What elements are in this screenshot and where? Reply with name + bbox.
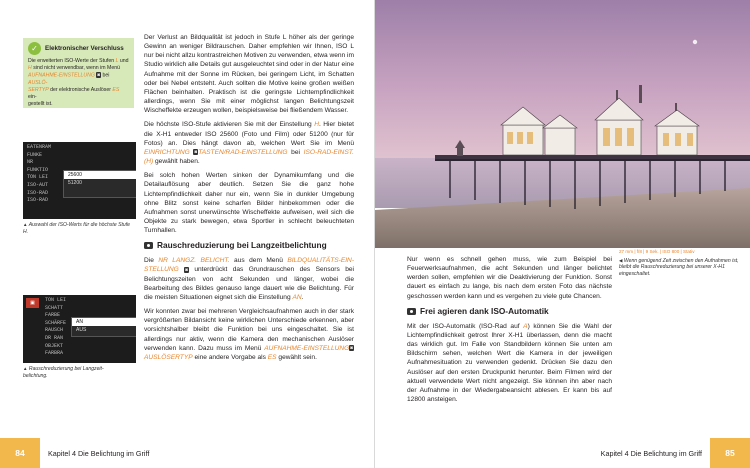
right-footer xyxy=(375,438,750,468)
menu-icon: ◙ xyxy=(350,344,353,350)
check-icon: ✓ xyxy=(28,42,41,55)
camera-menu-item: SCHATT xyxy=(45,304,64,311)
camera-menu-item: FUNKTIO xyxy=(27,166,49,173)
camera-menu-item: ISO-RAD xyxy=(27,197,49,204)
camera-menu-item: NR xyxy=(27,159,34,166)
camera-icon xyxy=(144,242,153,249)
info-text: und xyxy=(118,58,129,64)
page-number: 84 xyxy=(0,438,40,468)
info-text: gestellt ist. xyxy=(28,100,53,107)
triangle-left-icon: ◀ xyxy=(619,257,623,263)
heading-text: Frei agieren dank ISO-Automatik xyxy=(420,305,549,316)
highlight: AUFNAHME-EINSTELLUNG xyxy=(264,344,350,352)
caption-text: Rauschreduzierung bei Langzeit-belichtung. xyxy=(23,366,104,379)
paragraph xyxy=(144,307,354,362)
right-text-column xyxy=(407,255,612,409)
pier-photo xyxy=(375,0,750,248)
text: eine andere Vorgabe als xyxy=(192,353,268,361)
text: gewählt sein. xyxy=(276,353,317,361)
camera-screenshot-nr xyxy=(23,295,136,363)
triangle-up-icon: ▲ xyxy=(23,222,28,227)
camera-menu-item: FARBE xyxy=(45,312,61,319)
highlight: EINRICHTUNG xyxy=(144,148,190,156)
camera-menu-item: EATENRAM xyxy=(27,144,52,150)
text: Mit der ISO-Automatik (ISO-Rad auf xyxy=(407,322,524,330)
text: Wir konnten zwar bei mehreren Vergleichsaufnahmen auch in der stark vergrößerten Bildansicht keine wirklichen Unterschiede erkennen, aber vorsichtshalber bleibt die Funktion bei uns eingeschaltet. Sie ist allerdings nur aktiv, wenn die Kamera den mechanischen Auslöser verwenden kann. Dazu muss im Menü xyxy=(144,308,354,352)
text: . Hier bietet die X-H1 entweder ISO 25600 (Foto und Film) oder 51200 (nur für Fotos) an. Dies hängt davon ab, welchen Wert Sie im Menü xyxy=(144,121,355,147)
info-highlight: ES xyxy=(112,86,120,93)
right-page xyxy=(375,0,750,468)
triangle-up-icon: ▲ xyxy=(23,366,28,371)
info-text: bei xyxy=(102,72,110,79)
highlight: AN xyxy=(292,293,302,301)
text: Die höchste ISO-Stufe aktivieren Sie mit der Einstellung xyxy=(144,121,315,129)
camera-menu-item: DR RAN xyxy=(45,334,64,341)
paragraph xyxy=(144,120,354,166)
paragraph: Bei solch hohen Werten sinken der Dynamikumfang und die Detailauflösung aber deutlich. Setzen Sie die ganz hohe Lichtempfindlichkeit daher nur ein, wenn Sie in dunkler Umgebung ohne Blitz sonst keine scharfen Bilder hinbekommen oder die Aufnahmen sonst unerwünschte Wischeffekte aufweisen, weil sich die Objekte zu stark bewegen, etwa Sportler in schlecht beleuchteten Turnhallen. xyxy=(144,172,354,235)
info-highlight: H xyxy=(28,65,32,72)
heading-text: Rauschreduzierung bei Langzeitbelichtung xyxy=(157,240,327,251)
info-box xyxy=(23,38,134,108)
highlight: NR LANGZ. BELICHT. xyxy=(158,257,230,265)
paragraph xyxy=(144,256,354,302)
camera-menu-item: TON LEI xyxy=(27,174,49,181)
menu-icon: ◙ xyxy=(194,149,198,155)
paragraph: Nur wenn es schnell gehen muss, wie zum Beispiel bei Feuerwerksaufnahmen, die acht Sekunden und länger belichtet werden sollen, empfehlen wir die Deaktivierung der Funktion. Sonst dauert es einfach zu lange, bis nach dem ersten Foto das nächste geschossen werden kann und es vergehen zu viele gute Chancen. xyxy=(407,256,612,300)
pier-photo-svg xyxy=(375,0,750,248)
text: unterdrückt das Grundrauschen des Sensors bei Belichtungszeiten von acht Sekunden und länger, wobei die Bearbeitung des Bildes genauso lange dauert wie die Belichtung. Für die meisten Situationen eignet sich die Einstellung xyxy=(144,266,354,301)
caption-iso xyxy=(23,222,135,235)
section-heading xyxy=(144,240,354,251)
camera-menu-item: OBJEKT xyxy=(45,342,64,349)
caption-text: Auswahl der ISO-Werts für die höchste Stufe H. xyxy=(23,222,130,235)
camera-menu-item: FUNKE xyxy=(27,151,43,158)
highlight: BILDQUALITÄTS-EIN-STELLUNG xyxy=(144,257,355,274)
camera-icon xyxy=(407,308,416,315)
text: . xyxy=(301,293,304,301)
info-box-title: Elektronischer Verschluss xyxy=(45,44,124,52)
page-number: 85 xyxy=(710,438,750,468)
camera-screenshot-iso xyxy=(23,142,136,219)
info-text: Die erweiterten ISO-Werte der Stufen xyxy=(28,58,116,64)
info-highlight: SERTYP xyxy=(28,86,49,93)
photo-caption xyxy=(619,249,745,277)
menu-icon: ◙ xyxy=(97,72,101,78)
camera-menu-item: FARBRA xyxy=(45,350,64,357)
text: bei xyxy=(287,148,304,156)
camera-menu-item: ISO-RAD xyxy=(27,189,49,196)
camera-option-selected: 25600 xyxy=(64,171,136,179)
text: ) können Sie die Wahl der Lichtempfindlichkeit getrost Ihrer X-H1 überlassen, denn die macht das wirklich gut. Im Falle von Standbildern können Sie unten am Bildschirm sehen, welchen Wert die Kamera in der jeweiligen Aufnahmesituation zu verwenden gedenkt. Drücken Sie dazu den Auslöser auf den ersten Druckpunkt herunter. Beim Filmen wird der aktuell verwendete Wert nicht angezeigt. Sie können ihn aber nach der Aufnahme in der Wiedergabeansicht ablesen. Er kann bis auf 12800 ansteigen. xyxy=(407,322,612,404)
left-text-column xyxy=(144,33,354,367)
caption-text: Wenn genügend Zeit zwischen den Aufnahmen ist, bleibt die Rauschreduzierung bei unserer X-H1 eingeschaltet. xyxy=(619,257,739,277)
info-text: ein- xyxy=(28,93,37,100)
camera-menu-item: ISO-AUT xyxy=(27,181,49,188)
caption-nr xyxy=(23,366,123,379)
left-footer xyxy=(0,438,149,468)
paragraph xyxy=(407,322,612,404)
photo-meta: 27 mm | f/8 | 9 Sek. | ISO 800 | Stativ xyxy=(619,249,695,254)
camera-menu-item: RAUSCH xyxy=(45,327,64,334)
text: gewählt haben. xyxy=(153,158,200,166)
paragraph: Der Verlust an Bildqualität ist jedoch in Stufe L höher als der geringe Gewinn an weniger Bildrauschen. Daher empfehlen wir Ihnen, ISO L nur bei nicht allzu kontrastreichen Motiven zu verwenden, etwa wenn im Studio wirklich alle Details gut ausgeleuchtet sind oder in der Natur eine Aufnahme mit der Sonne im Rücken, bei geringem Licht, im Schatten oder bei Nebel entsteht. Auch sollten die Motive keine großen weißen Flächen beinhalten. Praktisch ist die geringste Lichtempfindlichkeit allerdings, wenn Sie mit einer möglichst langen Belichtungszeit Wischeffekte erzeugen wollen, beispielsweise bei fließendem Wasser. xyxy=(144,34,355,115)
camera-option: AUS xyxy=(76,327,87,333)
info-highlight: L xyxy=(115,58,119,64)
highlight: H xyxy=(314,121,319,129)
text: Die xyxy=(144,257,159,265)
camera-option: 51200 xyxy=(68,180,82,186)
footer-text: Kapitel 4 Die Belichtung im Griff xyxy=(600,448,702,458)
text: aus dem Menü xyxy=(229,257,288,265)
camera-tab-icon: ▣ xyxy=(26,298,39,308)
camera-option-selected: AN xyxy=(72,318,136,326)
highlight: AUSLÖSERTYP xyxy=(144,353,193,361)
camera-menu-item: TON LEI xyxy=(45,297,67,303)
highlight: ISO-RAD-EINST. (H) xyxy=(144,148,354,166)
info-text: der elektronische Auslöser xyxy=(48,86,113,93)
section-heading xyxy=(407,306,612,317)
info-box-text xyxy=(28,58,129,108)
info-highlight: AUFNAHME-EINSTELLUNG xyxy=(28,72,95,79)
info-text: sind nicht verwendbar, wenn im Menü xyxy=(31,65,120,72)
highlight: A xyxy=(523,322,528,330)
footer-text: Kapitel 4 Die Belichtung im Griff xyxy=(48,448,150,458)
camera-menu-item: SCHÄRFE xyxy=(45,319,67,326)
highlight: ES xyxy=(267,353,277,361)
menu-icon: ◙ xyxy=(185,266,188,272)
info-highlight: AUSLÖ- xyxy=(28,79,48,86)
highlight: TASTEN/RAD-EINSTELLUNG xyxy=(198,148,288,156)
